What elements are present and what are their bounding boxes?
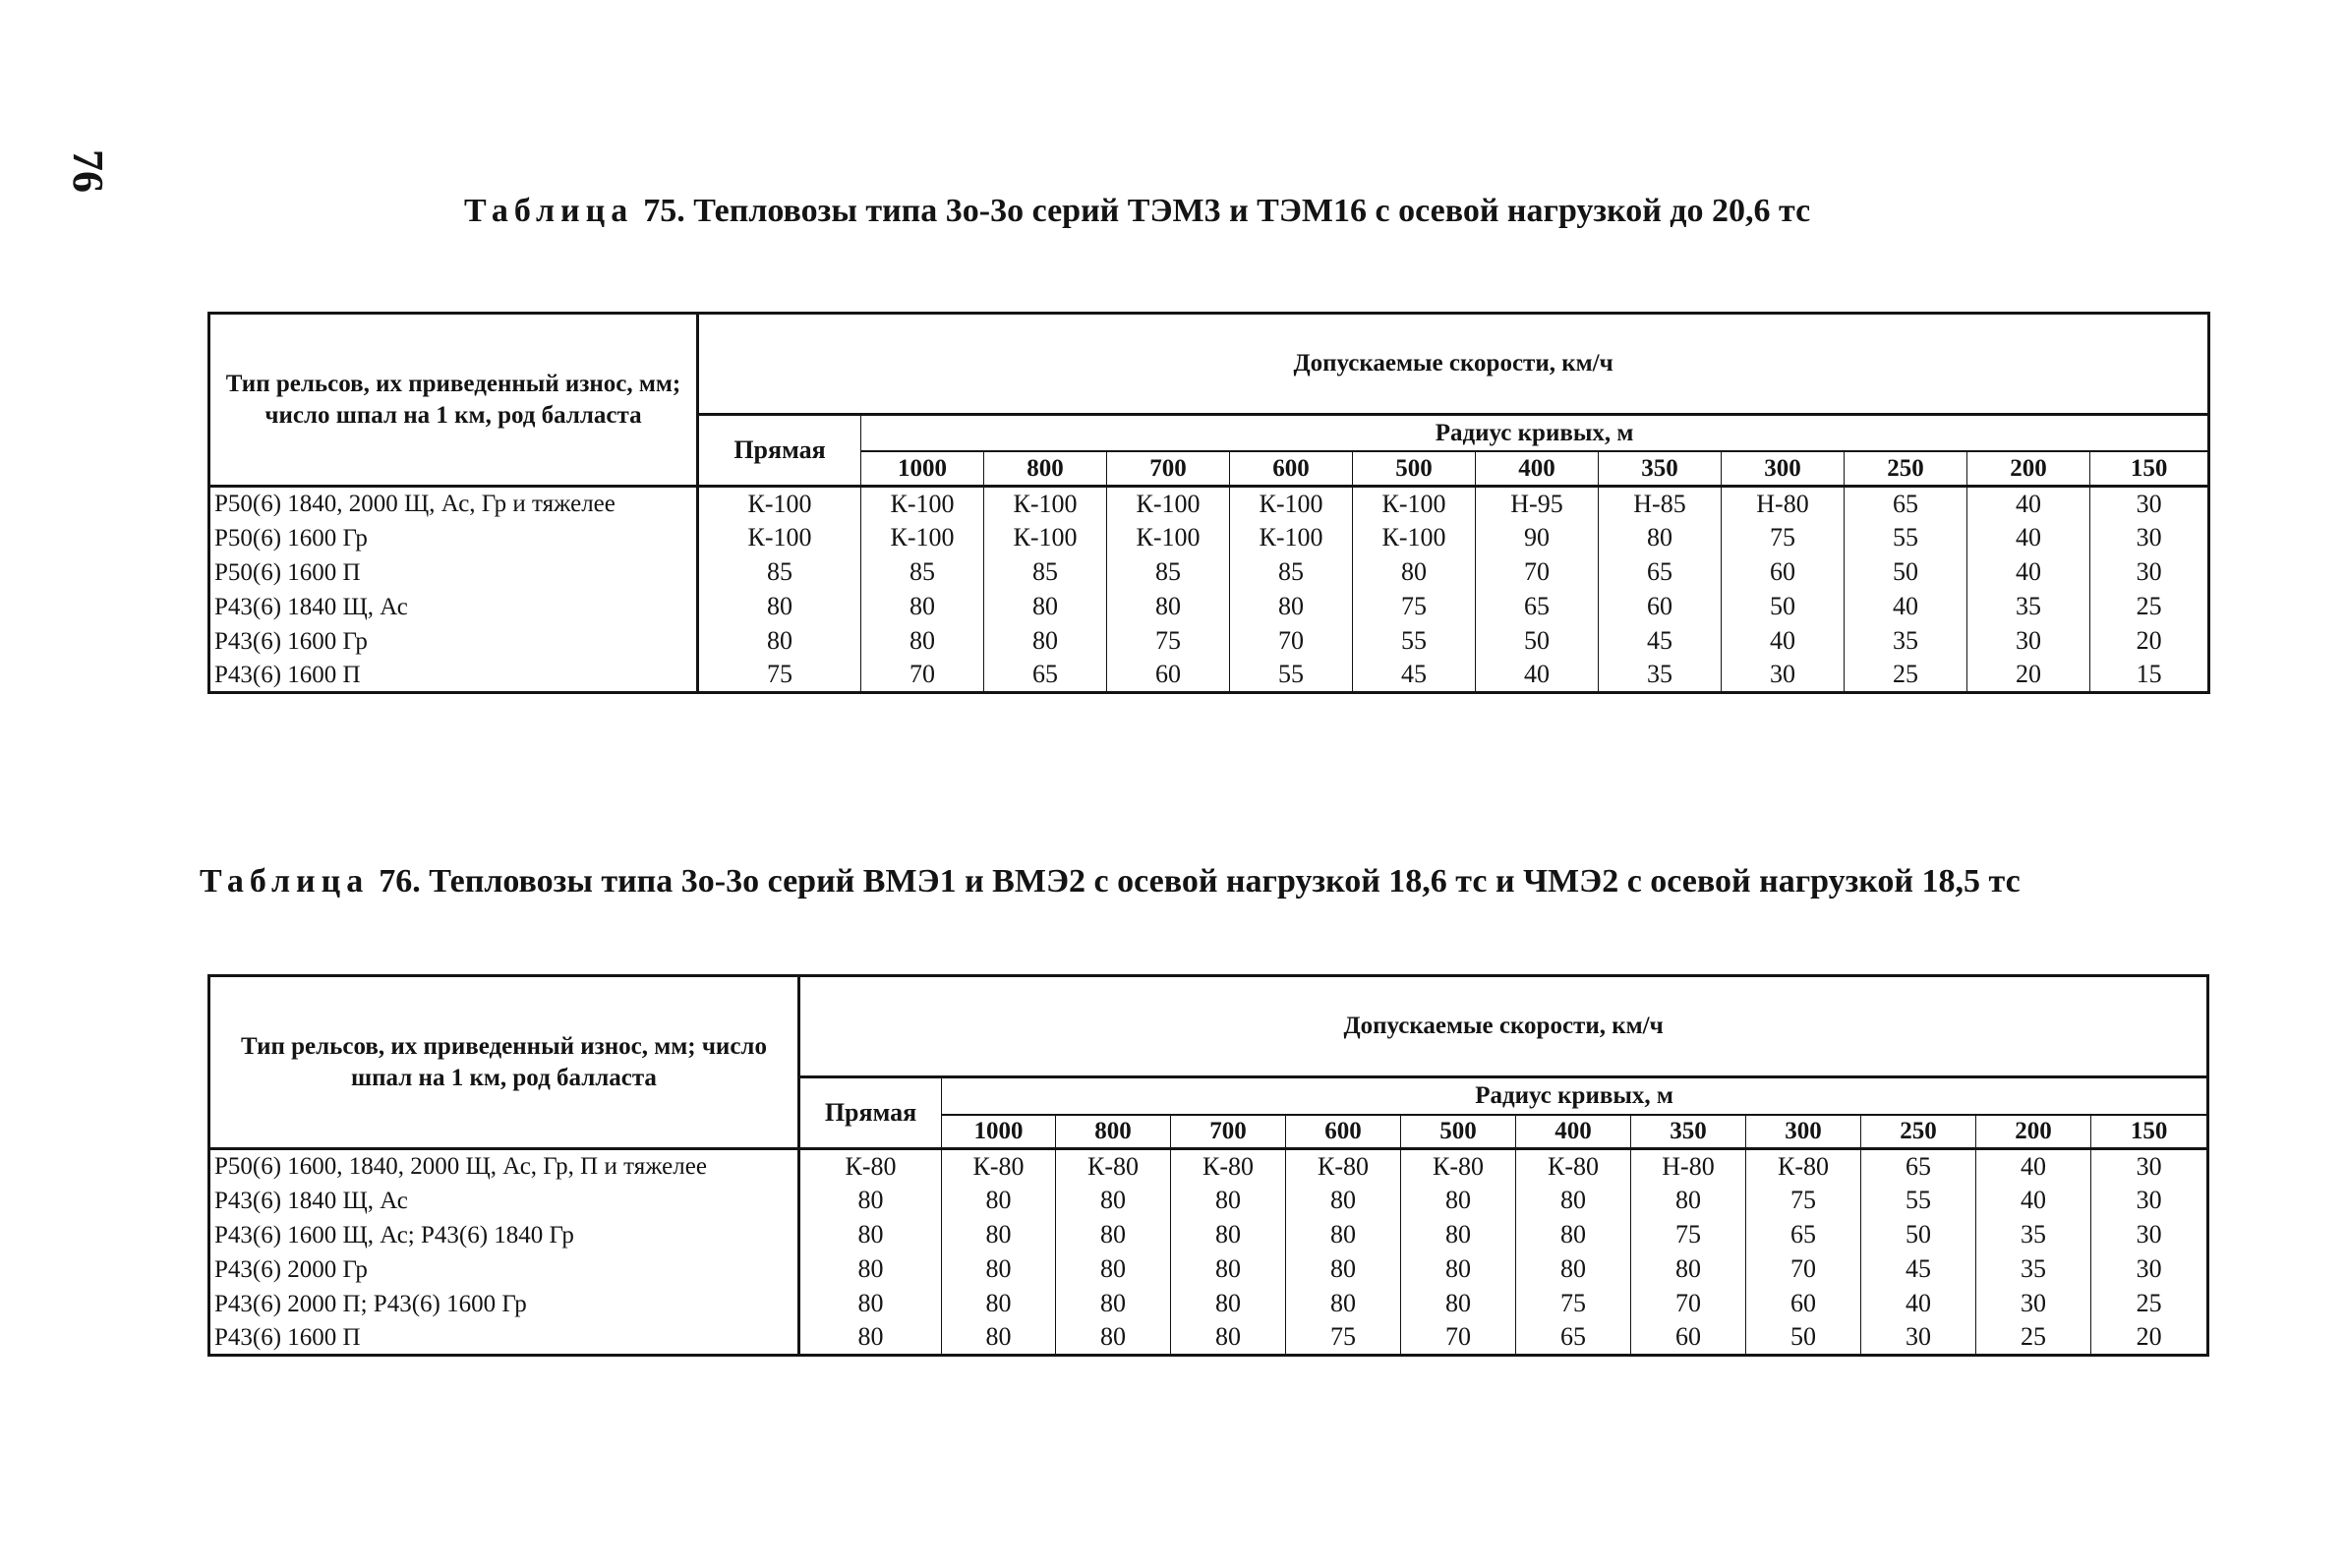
curve-speed-cell: 80 [1353,555,1476,590]
curve-speed-cell: 80 [1286,1218,1401,1252]
curve-speed-cell: 65 [1476,590,1599,624]
rail-type-cell: Р50(6) 1600 Гр [209,521,698,555]
straight-speed-cell: К-100 [698,487,861,521]
allowed-speeds-header: Допускаемые скорости, км/ч [799,976,2208,1077]
curve-speed-cell: 80 [861,624,984,659]
rail-type-cell: Р50(6) 1600, 1840, 2000 Щ, Ас, Гр, П и тяжелее [209,1149,799,1184]
curve-speed-cell: К-100 [984,521,1107,555]
curve-speed-cell: 55 [1861,1184,1976,1218]
curve-speed-cell: 80 [942,1287,1056,1321]
curve-speed-cell: 40 [1861,1287,1976,1321]
straight-speed-cell: К-100 [698,521,861,555]
radius-header-cell: 1000 [942,1115,1056,1149]
curve-speed-cell: 25 [2091,1287,2208,1321]
radius-header-cell: 300 [1722,451,1845,487]
curve-speed-cell: 80 [1056,1321,1171,1356]
table-row [209,659,2209,693]
curve-speed-cell: К-100 [1353,521,1476,555]
curve-speed-cell: К-80 [942,1149,1056,1184]
table-row [209,624,2209,659]
radius-header-cell: 600 [1230,451,1353,487]
curve-speed-cell: 70 [861,659,984,693]
curve-speed-cell: 30 [2090,521,2209,555]
rail-type-cell: Р50(6) 1840, 2000 Щ, Ас, Гр и тяжелее [209,487,698,521]
curve-speed-cell: К-100 [1230,521,1353,555]
curve-speed-cell: 20 [2091,1321,2208,1356]
curve-speed-cell: 75 [1631,1218,1746,1252]
radius-header-cell: 500 [1353,451,1476,487]
curve-speed-cell: 40 [1976,1149,2091,1184]
radius-header-cell: 250 [1861,1115,1976,1149]
curve-speed-cell: 45 [1599,624,1722,659]
curve-speed-cell: 80 [942,1321,1056,1356]
table-75 [207,312,2210,694]
curve-speed-cell: 85 [861,555,984,590]
radius-header-cell: 150 [2091,1115,2208,1149]
radius-header-cell: 200 [1976,1115,2091,1149]
table-row [209,487,2209,521]
curve-speed-cell: 80 [1286,1184,1401,1218]
curve-speed-cell: 80 [1401,1252,1516,1287]
curve-speed-cell: К-80 [1746,1149,1861,1184]
curve-speed-cell: 50 [1861,1218,1976,1252]
radius-header-cell: 300 [1746,1115,1861,1149]
curve-speed-cell: 70 [1476,555,1599,590]
table-row [209,1287,2208,1321]
curve-speed-cell: 20 [1967,659,2090,693]
curve-speed-cell: 80 [984,624,1107,659]
curve-speed-cell: 35 [1845,624,1967,659]
table-row [209,555,2209,590]
straight-speed-cell: 80 [799,1218,942,1252]
curve-speed-cell: К-80 [1286,1149,1401,1184]
table-row [209,590,2209,624]
curve-speed-cell: 40 [1976,1184,2091,1218]
curve-speed-cell: К-80 [1401,1149,1516,1184]
curve-speed-cell: Н-85 [1599,487,1722,521]
table-75-body [209,487,2209,693]
curve-speed-cell: 75 [1107,624,1230,659]
table-75-title-prefix: Таблица [464,193,634,229]
curve-speed-cell: 40 [1476,659,1599,693]
curve-speed-cell: 80 [1516,1218,1631,1252]
curve-speed-cell: 55 [1230,659,1353,693]
curve-speed-cell: 80 [1599,521,1722,555]
rail-type-cell: Р43(6) 2000 П; Р43(6) 1600 Гр [209,1287,799,1321]
curve-speed-cell: 85 [984,555,1107,590]
radius-header-cell: 400 [1516,1115,1631,1149]
page-number: 76 [64,149,112,193]
curve-speed-cell: 75 [1353,590,1476,624]
table-76-body [209,1149,2208,1356]
curve-speed-cell: 30 [1722,659,1845,693]
curve-speed-cell: К-80 [1056,1149,1171,1184]
table-row [209,1252,2208,1287]
table-row [209,1184,2208,1218]
curve-speed-cell: 65 [1861,1149,1976,1184]
curve-speed-cell: 60 [1746,1287,1861,1321]
straight-speed-cell: 80 [799,1184,942,1218]
radius-header-cell: 200 [1967,451,2090,487]
curve-speed-cell: 45 [1353,659,1476,693]
straight-speed-cell: 80 [799,1321,942,1356]
curve-speed-cell: 50 [1746,1321,1861,1356]
rail-type-cell: Р43(6) 1600 П [209,1321,799,1356]
curve-speed-cell: 25 [1976,1321,2091,1356]
curve-speed-cell: К-80 [1516,1149,1631,1184]
curve-speed-cell: К-100 [1353,487,1476,521]
radius-header-cell: 700 [1171,1115,1286,1149]
rail-type-cell: Р43(6) 1840 Щ, Ас [209,1184,799,1218]
rail-type-header: Тип рельсов, их приведенный износ, мм; число шпал на 1 км, род балласта [209,314,698,487]
radius-header-cell: 1000 [861,451,984,487]
curve-speed-cell: 80 [1171,1252,1286,1287]
curve-speed-cell: 35 [1976,1252,2091,1287]
curve-speed-cell: К-100 [1230,487,1353,521]
curve-speed-cell: 80 [1230,590,1353,624]
radius-header-cell: 700 [1107,451,1230,487]
curve-speed-cell: 85 [1230,555,1353,590]
curve-speed-cell: 90 [1476,521,1599,555]
curve-speed-cell: 85 [1107,555,1230,590]
curve-speed-cell: 30 [2091,1252,2208,1287]
curve-speed-cell: 80 [1286,1287,1401,1321]
curve-speed-cell: 15 [2090,659,2209,693]
rail-type-header: Тип рельсов, их приведенный износ, мм; число шпал на 1 км, род балласта [209,976,799,1149]
curve-speed-cell: Н-95 [1476,487,1599,521]
table-76 [207,974,2209,1357]
curve-speed-cell: 70 [1230,624,1353,659]
curve-speed-cell: К-100 [1107,521,1230,555]
curve-speed-cell: 70 [1746,1252,1861,1287]
curve-speed-cell: 80 [984,590,1107,624]
curve-speed-cell: 80 [942,1184,1056,1218]
straight-speed-cell: 80 [698,590,861,624]
curve-speed-cell: 30 [1861,1321,1976,1356]
curve-speed-cell: 80 [942,1252,1056,1287]
curve-radius-header: Радиус кривых, м [861,415,2209,451]
radius-header-cell: 350 [1599,451,1722,487]
curve-speed-cell: 60 [1631,1321,1746,1356]
radius-header-cell: 600 [1286,1115,1401,1149]
curve-speed-cell: К-100 [1107,487,1230,521]
curve-speed-cell: 35 [1599,659,1722,693]
curve-speed-cell: 50 [1476,624,1599,659]
curve-speed-cell: 80 [1401,1218,1516,1252]
curve-speed-cell: 80 [1056,1287,1171,1321]
table-row [209,1218,2208,1252]
curve-speed-cell: 80 [1401,1184,1516,1218]
curve-speed-cell: 55 [1353,624,1476,659]
curve-speed-cell: 60 [1599,590,1722,624]
straight-speed-cell: К-80 [799,1149,942,1184]
table-75-title [464,193,1810,230]
curve-speed-cell: 80 [861,590,984,624]
curve-speed-cell: 25 [1845,659,1967,693]
curve-speed-cell: Н-80 [1722,487,1845,521]
rail-type-cell: Р50(6) 1600 П [209,555,698,590]
curve-speed-cell: 80 [1171,1218,1286,1252]
curve-speed-cell: 40 [1967,555,2090,590]
curve-speed-cell: 55 [1845,521,1967,555]
straight-speed-cell: 80 [698,624,861,659]
straight-speed-cell: 80 [799,1287,942,1321]
straight-track-header: Прямая [799,1077,942,1149]
rail-type-cell: Р43(6) 1840 Щ, Ас [209,590,698,624]
curve-speed-cell: 80 [1107,590,1230,624]
table-row [209,1149,2208,1184]
radius-header-cell: 800 [1056,1115,1171,1149]
curve-speed-cell: 75 [1286,1321,1401,1356]
curve-speed-cell: 65 [1516,1321,1631,1356]
curve-speed-cell: 65 [1845,487,1967,521]
curve-speed-cell: 20 [2090,624,2209,659]
curve-speed-cell: 70 [1631,1287,1746,1321]
curve-speed-cell: 30 [2091,1218,2208,1252]
table-row [209,521,2209,555]
rail-type-cell: Р43(6) 1600 Гр [209,624,698,659]
curve-speed-cell: 65 [1599,555,1722,590]
curve-speed-cell: 65 [1746,1218,1861,1252]
curve-speed-cell: 80 [1056,1252,1171,1287]
curve-speed-cell: 80 [1171,1287,1286,1321]
curve-speed-cell: 45 [1861,1252,1976,1287]
curve-speed-cell: 80 [1171,1184,1286,1218]
curve-speed-cell: 75 [1722,521,1845,555]
curve-speed-cell: 80 [1516,1252,1631,1287]
curve-speed-cell: 35 [1967,590,2090,624]
curve-speed-cell: 75 [1516,1287,1631,1321]
table-76-title-text: 76. Тепловозы типа 3о-3о серий ВМЭ1 и ВМЭ2 с осевой нагрузкой 18,6 тс и ЧМЭ2 с осевой нагрузкой 18,5 тс [379,863,2021,900]
curve-speed-cell: 70 [1401,1321,1516,1356]
allowed-speeds-header: Допускаемые скорости, км/ч [698,314,2209,415]
radius-header-cell: 800 [984,451,1107,487]
curve-speed-cell: 75 [1746,1184,1861,1218]
curve-speed-cell: 35 [1976,1218,2091,1252]
curve-speed-cell: 30 [2091,1184,2208,1218]
rail-type-cell: Р43(6) 2000 Гр [209,1252,799,1287]
curve-speed-cell: 80 [1631,1184,1746,1218]
curve-speed-cell: 60 [1722,555,1845,590]
curve-speed-cell: 30 [1976,1287,2091,1321]
curve-speed-cell: 40 [1967,521,2090,555]
table-75-title-text: 75. Тепловозы типа 3о-3о серий ТЭМ3 и ТЭМ16 с осевой нагрузкой до 20,6 тс [643,193,1811,229]
curve-speed-cell: 25 [2090,590,2209,624]
curve-speed-cell: 30 [1967,624,2090,659]
curve-speed-cell: 50 [1845,555,1967,590]
curve-speed-cell: 65 [984,659,1107,693]
curve-speed-cell: 80 [1056,1218,1171,1252]
rail-type-cell: Р43(6) 1600 П [209,659,698,693]
curve-speed-cell: 30 [2090,555,2209,590]
straight-speed-cell: 80 [799,1252,942,1287]
rail-type-cell: Р43(6) 1600 Щ, Ас; Р43(6) 1840 Гр [209,1218,799,1252]
radius-header-cell: 250 [1845,451,1967,487]
table-row [209,1321,2208,1356]
straight-speed-cell: 85 [698,555,861,590]
curve-speed-cell: 40 [1722,624,1845,659]
straight-speed-cell: 75 [698,659,861,693]
curve-speed-cell: 40 [1967,487,2090,521]
radius-header-cell: 500 [1401,1115,1516,1149]
curve-radius-header: Радиус кривых, м [942,1077,2208,1115]
curve-speed-cell: Н-80 [1631,1149,1746,1184]
curve-speed-cell: 80 [1401,1287,1516,1321]
curve-speed-cell: К-100 [861,487,984,521]
curve-speed-cell: 80 [1056,1184,1171,1218]
curve-speed-cell: 80 [1171,1321,1286,1356]
curve-speed-cell: К-100 [861,521,984,555]
radius-header-cell: 400 [1476,451,1599,487]
curve-speed-cell: 80 [1516,1184,1631,1218]
curve-speed-cell: К-80 [1171,1149,1286,1184]
table-76-title [200,863,2021,900]
straight-track-header: Прямая [698,415,861,487]
table-76-title-prefix: Таблица [200,863,370,900]
curve-speed-cell: 50 [1722,590,1845,624]
curve-speed-cell: 30 [2090,487,2209,521]
curve-speed-cell: 80 [942,1218,1056,1252]
curve-speed-cell: К-100 [984,487,1107,521]
curve-speed-cell: 80 [1631,1252,1746,1287]
radius-header-cell: 150 [2090,451,2209,487]
curve-speed-cell: 80 [1286,1252,1401,1287]
curve-speed-cell: 40 [1845,590,1967,624]
radius-header-cell: 350 [1631,1115,1746,1149]
curve-speed-cell: 60 [1107,659,1230,693]
curve-speed-cell: 30 [2091,1149,2208,1184]
